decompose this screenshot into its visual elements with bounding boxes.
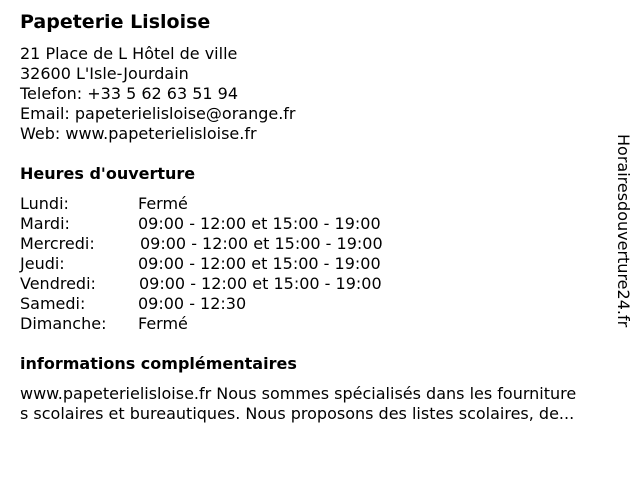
day-time: Fermé bbox=[138, 194, 188, 213]
info-description bbox=[20, 384, 628, 424]
address-street: 21 Place de L Hôtel de ville bbox=[20, 44, 238, 63]
info-line-2: s scolaires et bureautiques. Nous proposons des listes scolaires, de... bbox=[20, 404, 575, 423]
day-time: 09:00 - 12:30 bbox=[138, 294, 247, 313]
day-label: Samedi: bbox=[20, 294, 86, 313]
info-line-1: www.papeterielisloise.fr Nous sommes spécialisés dans les fourniture bbox=[20, 384, 577, 403]
day-label: Lundi: bbox=[20, 194, 69, 213]
day-time: 09:00 - 12:00 et 15:00 - 19:00 bbox=[139, 274, 382, 293]
day-label: Mardi: bbox=[20, 214, 70, 233]
day-time: 09:00 - 12:00 et 15:00 - 19:00 bbox=[138, 254, 381, 273]
phone-line: Telefon: +33 5 62 63 51 94 bbox=[20, 84, 239, 103]
email-line: Email: papeterielisloise@orange.fr bbox=[20, 104, 296, 123]
day-label: Jeudi: bbox=[20, 254, 65, 273]
info-heading: informations complémentaires bbox=[20, 354, 297, 373]
address-city: 32600 L'Isle-Jourdain bbox=[20, 64, 189, 83]
day-time: 09:00 - 12:00 et 15:00 - 19:00 bbox=[140, 234, 383, 253]
business-name: Papeterie Lisloise bbox=[20, 11, 211, 33]
hours-heading: Heures d'ouverture bbox=[20, 164, 196, 183]
contact-block bbox=[20, 44, 296, 144]
day-time: 09:00 - 12:00 et 15:00 - 19:00 bbox=[138, 214, 381, 233]
web-line: Web: www.papeterielisloise.fr bbox=[20, 124, 257, 143]
day-label: Vendredi: bbox=[20, 274, 96, 293]
day-label: Dimanche: bbox=[20, 314, 107, 333]
site-watermark: Horairesdouverture24.fr bbox=[614, 134, 633, 328]
day-time: Fermé bbox=[138, 314, 188, 333]
day-label: Mercredi: bbox=[20, 234, 95, 253]
